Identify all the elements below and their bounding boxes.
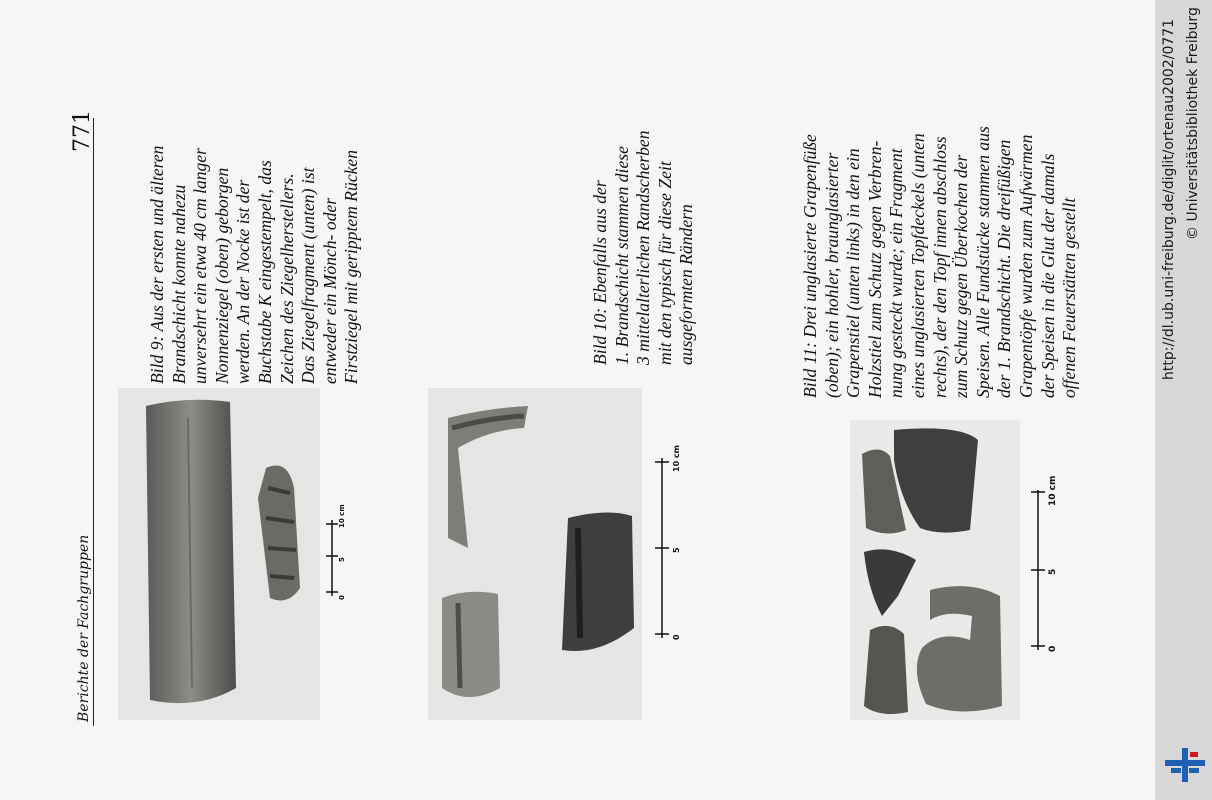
- caption-line: 1. Brandschicht stammen diese: [611, 146, 632, 365]
- figure-11-photo: [850, 420, 1020, 720]
- caption-line: Zeichen des Ziegelherstellers.: [276, 173, 297, 384]
- caption-line: der Speisen in die Glut der damals: [1037, 153, 1058, 398]
- running-header: Berichte der Fachgruppen: [76, 534, 92, 722]
- caption-line: 3 mittelalterlichen Randscherben: [633, 130, 654, 365]
- figure-11-caption: [800, 126, 1081, 398]
- caption-line: Bild 9: Aus der ersten und älteren: [147, 145, 167, 384]
- caption-line: Speisen. Alle Fundstücke stammen aus: [972, 126, 993, 398]
- caption-line: Das Ziegelfragment (unten) ist: [298, 167, 319, 384]
- caption-line: der 1. Brandschicht. Die dreifüßigen: [994, 139, 1015, 398]
- caption-line: Bild 11: Drei unglasierte Grapenfüße: [800, 134, 820, 398]
- caption-line: (oben); ein hohler, braunglasierter: [821, 152, 842, 398]
- caption-line: entweder ein Mönch- oder: [319, 197, 340, 384]
- caption-line: Holzstiel zum Schutz gegen Verbren-: [864, 140, 885, 398]
- figure-9-tick-0: 0: [338, 595, 346, 600]
- figure-11-tick-0: 0: [1048, 645, 1058, 652]
- caption-line: ausgeformten Rändern: [676, 204, 697, 365]
- library-sidebar: [1155, 0, 1212, 800]
- figure-9-tick-10: 10 cm: [338, 504, 346, 528]
- figure-10-tick-5: 5: [672, 547, 681, 553]
- figure-9-tick-5: 5: [338, 557, 346, 562]
- caption-line: werden. An der Nocke ist der: [233, 179, 254, 384]
- figure-10-tick-10: 10 cm: [672, 445, 681, 472]
- page-number: 771: [70, 110, 95, 152]
- university-logo-icon: [1163, 746, 1207, 784]
- tile-fragment-shape: [258, 466, 300, 601]
- caption-line: Grapenstiel (unten links) in den ein: [843, 148, 864, 398]
- header-rule: [93, 118, 94, 726]
- figure-10-photo: [428, 388, 642, 720]
- caption-line: mit den typisch für diese Zeit: [654, 161, 675, 365]
- caption-line: eines unglasierten Topfdeckels (unten: [907, 133, 928, 398]
- figure-9-caption: [147, 146, 363, 384]
- figure-10-tick-0: 0: [672, 634, 681, 640]
- caption-line: offenen Feuerstätten gestellt: [1059, 197, 1080, 398]
- caption-line: Bild 10: Ebenfalls aus der: [590, 180, 610, 365]
- caption-line: Brandschicht konnte nahezu: [168, 184, 189, 384]
- caption-line: unversehrt ein etwa 40 cm langer: [190, 147, 211, 384]
- caption-line: rechts), der den Topf innen abschloss: [929, 136, 950, 398]
- rim-sherd-shape: [562, 512, 634, 651]
- grapen-handle-shape: [864, 626, 908, 714]
- rim-sherd-shape: [442, 592, 500, 697]
- figure-9-photo: [118, 388, 320, 720]
- caption-line: zum Schutz gegen Überkochen der: [951, 154, 972, 398]
- lid-fragment-shape: [917, 586, 1002, 711]
- figure-11-tick-5: 5: [1048, 568, 1058, 575]
- pot-foot-shape: [894, 428, 978, 532]
- caption-line: nung gesteckt wurde; ein Fragment: [886, 148, 907, 398]
- copyright-notice: © Universitätsbibliothek Freiburg: [1185, 7, 1201, 240]
- caption-line: Firstziegel mit geripptem Rücken: [341, 149, 362, 384]
- caption-line: Grapentöpfe wurden zum Aufwärmen: [1015, 134, 1036, 398]
- figure-10-caption: [590, 130, 698, 365]
- caption-line: Nonnenziegel (oben) geborgen: [211, 167, 232, 384]
- figure-11-tick-10: 10 cm: [1048, 475, 1058, 506]
- source-url-link[interactable]: http://dl.ub.uni-freiburg.de/diglit/ortenau2002/0771: [1161, 18, 1177, 380]
- figure-9-scale-bar: [322, 512, 352, 602]
- pot-foot-shape: [864, 549, 916, 616]
- caption-line: Buchstabe K eingestempelt, das: [254, 160, 275, 384]
